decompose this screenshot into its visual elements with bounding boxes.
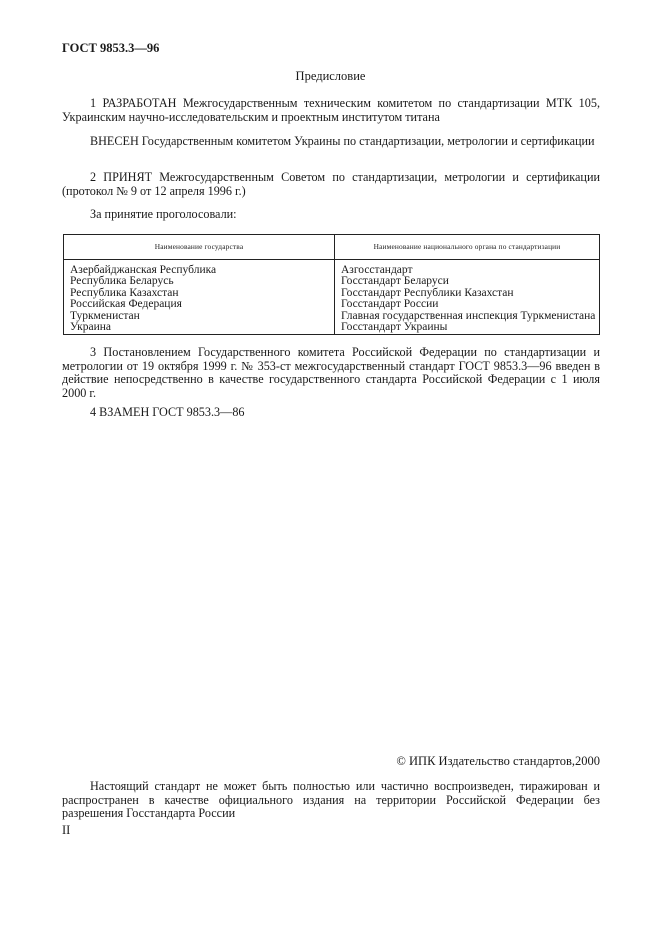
paragraph-developed — [62, 97, 600, 124]
document-code: ГОСТ 9853.3—96 — [62, 41, 160, 55]
paragraph-voted-text: За принятие проголосовали: — [90, 207, 237, 221]
standards-body-column — [335, 260, 600, 335]
state-name: Туркменистан — [70, 309, 140, 322]
standards-body-name: Госстандарт Беларуси — [341, 275, 449, 288]
paragraph-adopted — [62, 171, 600, 198]
state-name: Российская Федерация — [70, 298, 182, 311]
voting-table — [63, 234, 600, 335]
reproduction-notice — [62, 780, 600, 821]
standards-body-name: Госстандарт России — [341, 298, 439, 311]
state-name: Азербайджанская Республика — [70, 264, 217, 276]
paragraph-replaces-text: 4 ВЗАМЕН ГОСТ 9853.3—86 — [90, 405, 245, 419]
paragraph-enacted — [62, 346, 600, 400]
section-title: Предисловие — [295, 69, 366, 83]
paragraph-replaces — [62, 406, 600, 420]
page-number: II — [62, 823, 71, 837]
paragraph-voted — [62, 208, 600, 222]
standards-body-name: Госстандарт Украины — [341, 321, 448, 334]
state-name: Украина — [70, 321, 111, 334]
paragraph-introduced — [62, 135, 600, 149]
table-row — [64, 260, 600, 335]
state-column — [64, 260, 335, 335]
state-name: Республика Беларусь — [70, 275, 174, 288]
paragraph-introduced-text: ВНЕСЕН Государственным комитетом Украины по стандартизации, метрологии и сертификации — [90, 134, 595, 148]
table-header-row — [64, 235, 600, 260]
paragraph-enacted-text: 3 Постановлением Государственного комитета Российской Федерации по стандартизации и метрологии от 19 октября 1999 г. № 353-ст межгосударственный стандарт ГОСТ 9853.3—96 введен в действие непосредственно в качестве государственного стандарта Российской Федерации с 1 июля 2000 г. — [62, 345, 600, 400]
copyright-notice: © ИПК Издательство стандартов,2000 — [396, 754, 600, 768]
state-name: Республика Казахстан — [70, 286, 179, 299]
reproduction-notice-text: Настоящий стандарт не может быть полностью или частично воспроизведен, тиражирован и распространен в качестве официального издания на территории Российской Федерации без разрешения Госстандарта России — [62, 779, 600, 821]
standards-body-name: Госстандарт Республики Казахстан — [341, 286, 514, 299]
paragraph-adopted-text: 2 ПРИНЯТ Межгосударственным Советом по стандартизации, метрологии и сертификации (протокол № 9 от 12 апреля 1996 г.) — [62, 170, 600, 198]
standards-body-name: Главная государственная инспекция Туркменистана — [341, 309, 596, 322]
paragraph-developed-text: 1 РАЗРАБОТАН Межгосударственным техническим комитетом по стандартизации МТК 105, Украинским научно-исследовательским и проектным институтом титана — [62, 96, 600, 124]
table-header-state: Наименование государства — [64, 235, 335, 260]
standards-body-name: Азгосстандарт — [341, 264, 413, 276]
table-header-body: Наименование национального органа по стандартизации — [335, 235, 600, 260]
